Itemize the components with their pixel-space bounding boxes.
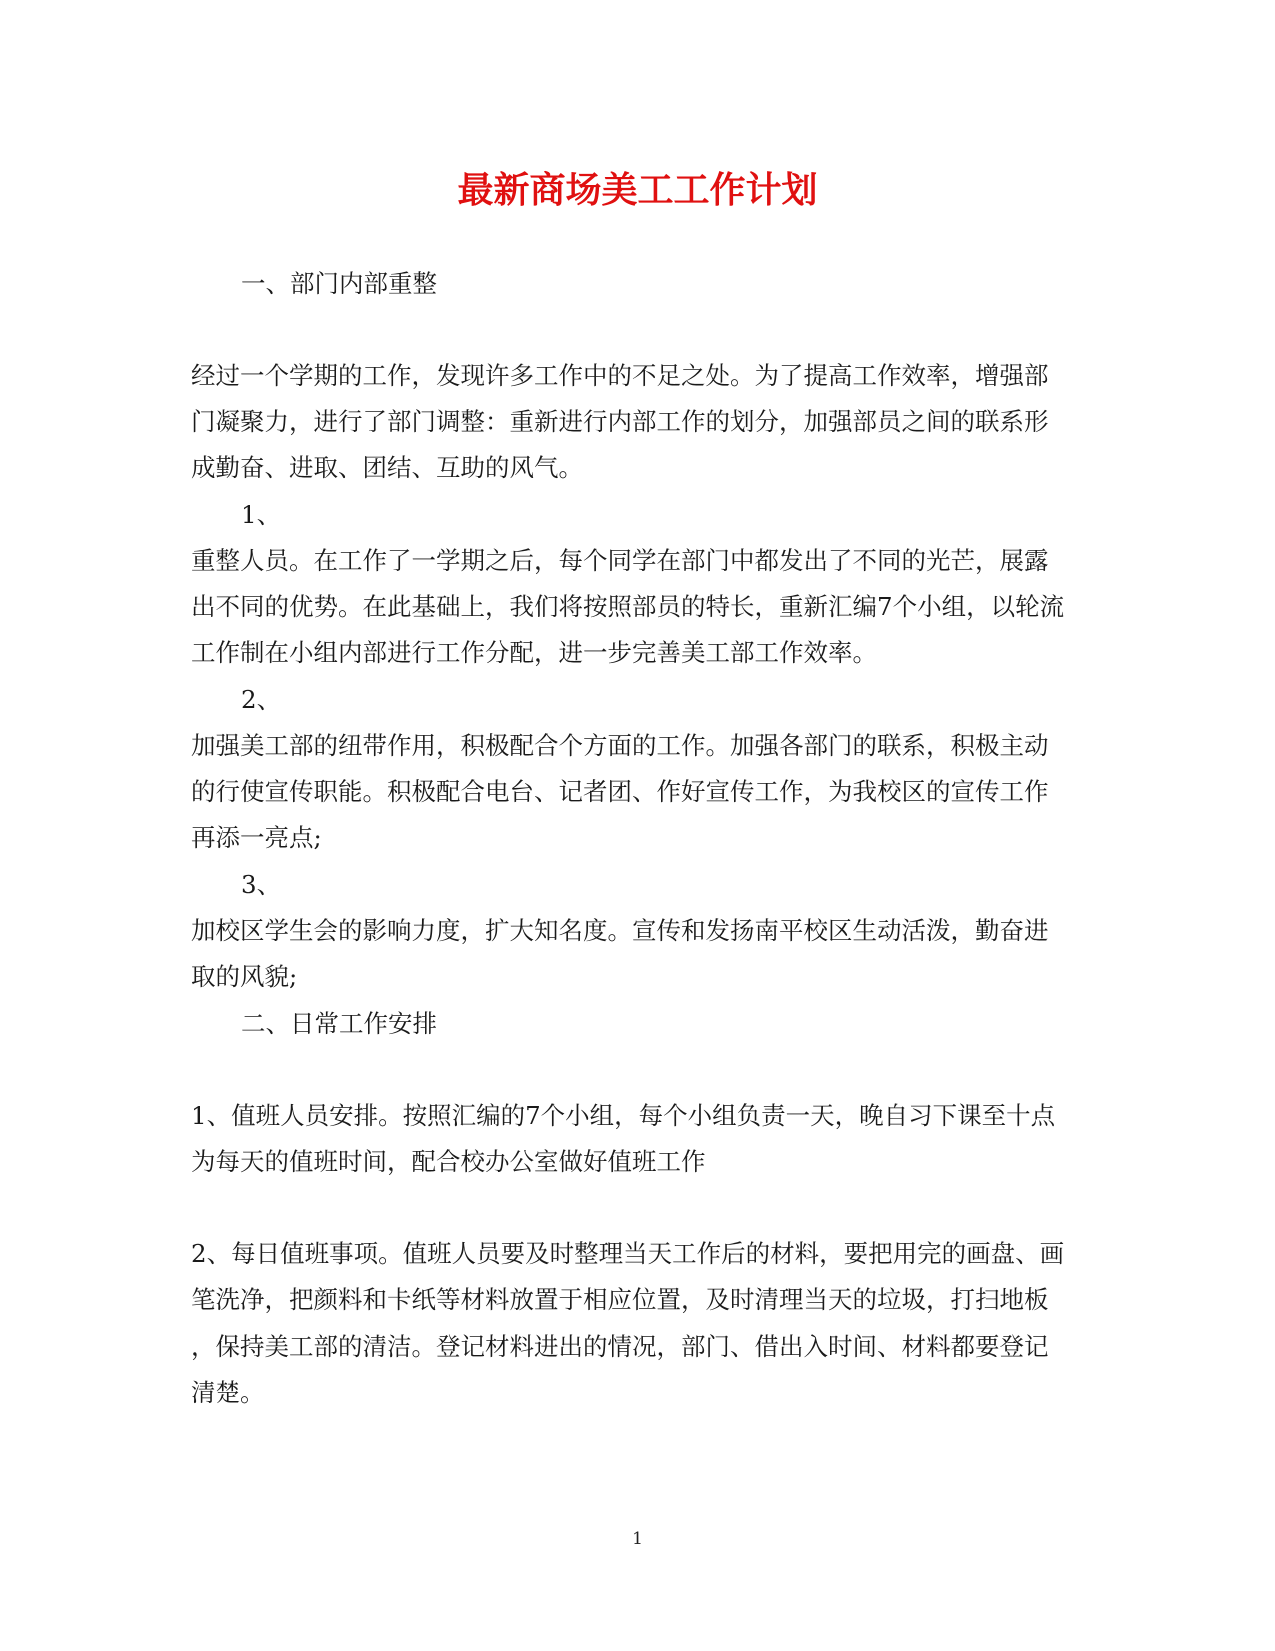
document-title: 最新商场美工工作计划 <box>457 169 818 211</box>
paragraph-line: 为每天的值班时间，配合校办公室做好值班工作 <box>191 1147 706 1176</box>
paragraph-line: 加强美工部的纽带作用，积极配合个方面的工作。加强各部门的联系，积极主动 <box>191 731 1049 760</box>
paragraph-line: 清楚。 <box>191 1378 265 1407</box>
paragraph-line: 出不同的优势。在此基础上，我们将按照部员的特长，重新汇编7个小组，以轮流 <box>191 592 1065 621</box>
paragraph-line: 再添一亮点; <box>191 823 322 852</box>
paragraph-line: 加校区学生会的影响力度，扩大知名度。宣传和发扬南平校区生动活泼，勤奋进 <box>191 916 1049 945</box>
paragraph-line: 1、值班人员安排。按照汇编的7个小组，每个小组负责一天，晚自习下课至十点 <box>191 1101 1056 1130</box>
section-heading-1: 一、部门内部重整 <box>241 269 437 298</box>
paragraph-line: 重整人员。在工作了一学期之后，每个同学在部门中都发出了不同的光芒，展露 <box>191 546 1049 575</box>
paragraph-line: 经过一个学期的工作，发现许多工作中的不足之处。为了提高工作效率，增强部 <box>191 361 1049 390</box>
page-number: 1 <box>632 1529 643 1549</box>
list-number: 2、 <box>241 685 282 714</box>
paragraph-line: 成勤奋、进取、团结、互助的风气。 <box>191 453 583 482</box>
paragraph-line: 取的风貌; <box>191 962 298 991</box>
list-number: 3、 <box>241 870 282 899</box>
section-heading-2: 二、日常工作安排 <box>241 1009 437 1038</box>
paragraph-line: 门凝聚力，进行了部门调整：重新进行内部工作的划分，加强部员之间的联系形 <box>191 407 1049 436</box>
paragraph-line: 笔洗净，把颜料和卡纸等材料放置于相应位置，及时清理当天的垃圾，打扫地板 <box>191 1285 1049 1314</box>
paragraph-line: 工作制在小组内部进行工作分配，进一步完善美工部工作效率。 <box>191 638 877 667</box>
paragraph-line: 2、每日值班事项。值班人员要及时整理当天工作后的材料，要把用完的画盘、画 <box>191 1239 1065 1268</box>
list-number: 1、 <box>241 500 282 529</box>
paragraph-line: ，保持美工部的清洁。登记材料进出的情况，部门、借出入时间、材料都要登记 <box>191 1332 1049 1361</box>
paragraph-line: 的行使宣传职能。积极配合电台、记者团、作好宣传工作，为我校区的宣传工作 <box>191 777 1049 806</box>
